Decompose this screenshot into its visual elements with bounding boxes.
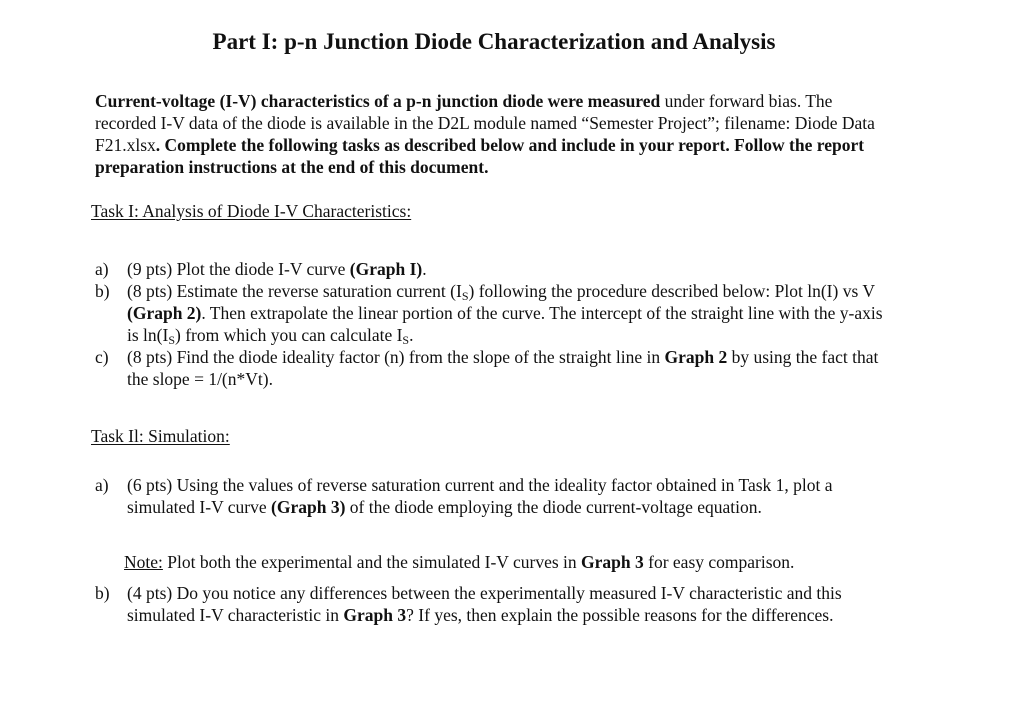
text-run: (9 pts) Plot the diode I-V curve [127, 259, 350, 279]
subscript: S [402, 333, 410, 347]
text-run: (4 pts) Do you notice any differences between the experimentally measured I-V characteristic and this simulated I-V characteristic in [127, 583, 842, 625]
task1-item-c [95, 346, 885, 390]
text-run: (8 pts) Find the diode ideality factor (n) from the slope of the straight line in [127, 347, 665, 367]
list-marker: c) [95, 347, 109, 367]
task2-item-b-text [127, 582, 885, 626]
subscript: S [168, 333, 176, 347]
list-marker: b) [95, 583, 110, 603]
list-marker: a) [95, 259, 109, 279]
task2-item-a-text [127, 474, 885, 518]
intro-paragraph [95, 90, 895, 178]
graph-ref: Graph 3 [581, 552, 644, 572]
task1-item-a [95, 258, 885, 280]
text-run: . [422, 259, 427, 279]
task1-item-b [95, 280, 885, 346]
text-run: for easy comparison. [643, 552, 795, 572]
note-label: Note: [124, 552, 163, 572]
text-run: (6 pts) Using the values of reverse saturation current and the ideality factor obtained in Task 1, plot a simulated I-V curve [127, 475, 833, 517]
text-run: of the diode employing the diode current-voltage equation. [345, 497, 762, 517]
task2-item-b [95, 582, 885, 626]
graph-ref: (Graph I) [349, 259, 423, 279]
task2-note [124, 551, 894, 573]
intro-bold-instructions: . Complete the following tasks as described below and include in your report. Follow the report preparation instructions at the end of this document. [95, 135, 865, 177]
task2-item-a [95, 474, 885, 518]
text-run: (8 pts) Estimate the reverse saturation current (I [127, 281, 462, 301]
intro-text: under forward bias. The recorded I-V data of the diode is available in the D2L module named “Semester Project”; filename: Diode Data F21.xlsx [95, 91, 875, 155]
graph-ref: Graph 3 [343, 605, 407, 625]
task1-item-a-text [127, 258, 885, 280]
text-run: . [409, 325, 414, 345]
text-run: ) from which you can calculate I [175, 325, 403, 345]
page-title: Part I: p-n Junction Diode Characterization and Analysis [212, 29, 776, 54]
text-run: Plot both the experimental and the simulated I-V curves in [162, 552, 582, 572]
graph-ref: (Graph 2) [127, 303, 202, 323]
text-run: ) following the procedure described below: Plot ln(I) vs V [468, 281, 875, 301]
text-run: . Then extrapolate the linear portion of the curve. The intercept of the straight line with the y-axis is ln(I [127, 303, 883, 345]
text-run: by using the fact that the slope = 1/(n*Vt). [127, 347, 879, 389]
subscript: S [461, 289, 469, 303]
graph-ref: (Graph 3) [271, 497, 346, 517]
task1-item-b-text [127, 280, 885, 346]
list-marker: a) [95, 475, 109, 495]
task1-item-c-text [127, 346, 885, 390]
text-run: ? If yes, then explain the possible reasons for the differences. [406, 605, 834, 625]
graph-ref: Graph 2 [664, 347, 728, 367]
task1-heading: Task I: Analysis of Diode I-V Characteristics: [91, 201, 412, 221]
task2-heading: Task Il: Simulation: [91, 426, 230, 446]
list-marker: b) [95, 281, 110, 301]
intro-bold-lead: Current-voltage (I-V) characteristics of a p-n junction diode were measured [95, 91, 661, 111]
